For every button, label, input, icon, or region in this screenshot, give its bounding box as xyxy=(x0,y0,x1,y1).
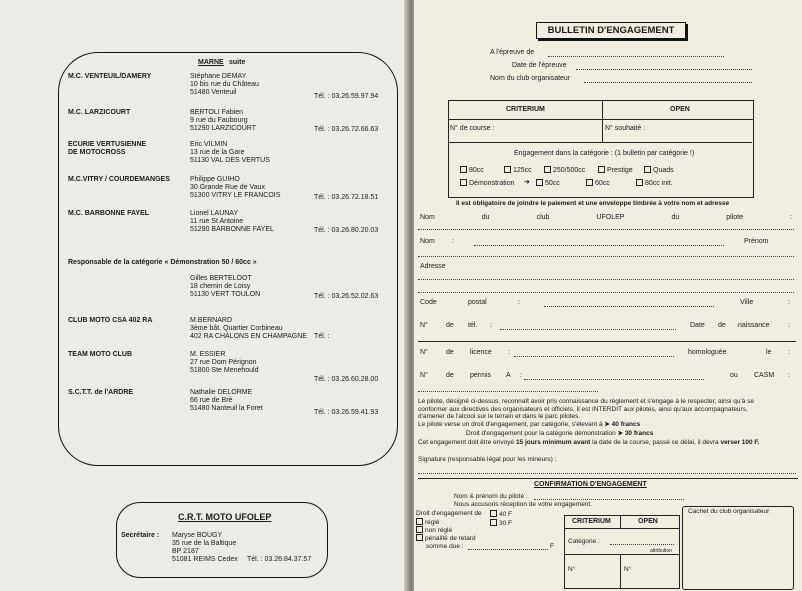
club-name: ECURIE VERTUSIENNE DE MOTOCROSS xyxy=(68,141,147,156)
club-contact: Stéphane DEMAY 10 bis rue du Château 51480 Venteuil xyxy=(190,73,259,96)
secretary-label: Secrétaire : xyxy=(121,532,160,539)
checkbox-icon xyxy=(460,166,467,173)
prenom-label: Prénom xyxy=(744,238,769,245)
checkbox-icon xyxy=(586,179,593,186)
cachet-box xyxy=(682,506,794,590)
divider xyxy=(448,142,752,143)
signature-field[interactable] xyxy=(418,473,796,474)
cat-demo[interactable]: Démonstration xyxy=(460,179,515,188)
nom-colon: : xyxy=(452,238,454,245)
club-name: M.C. LARZICOURT xyxy=(68,109,131,116)
checkbox-icon xyxy=(416,526,423,533)
demo-50[interactable]: 50cc xyxy=(536,179,560,188)
code-postal-field[interactable] xyxy=(544,306,714,307)
divider xyxy=(564,528,680,529)
club-tel: Tél. : 03.26.72.66.63 xyxy=(314,126,379,133)
legal-text: Le pilote, désigné ci-dessus, reconnaît avoir pris connaissance du règlement et s'engage à le respecter, ainsi qu'à se conformer aux directives des organisateurs et officiels. Il est INTERDIT aux pilotes, ainsi qu'aux accompagnateurs, d'amener de l'alcool sur le terrain et dans le parc pilotes. xyxy=(418,398,754,420)
signature-label: Signature (responsable légal pour les mineurs) : xyxy=(418,456,557,463)
course-no-label: N° de course : xyxy=(450,125,495,132)
checkbox-icon xyxy=(490,519,497,526)
club-name: CLUB MOTO CSA 402 RA xyxy=(68,317,153,324)
date-epreuve-field[interactable] xyxy=(576,69,752,70)
checkbox-icon xyxy=(544,166,551,173)
engagement-cat-label: Engagement dans la catégorie : (1 bulletin par catégorie !) xyxy=(514,150,695,157)
club-contact: M. ESSIER 27 rue Dom Pérignon 51800 Ste Menehould xyxy=(190,351,259,374)
arrow-icon: ➜ xyxy=(524,179,530,186)
somme-field[interactable] xyxy=(468,549,548,550)
cat-125[interactable]: 125cc xyxy=(504,166,532,175)
club-name: S.C.T.T. de l'ARDRE xyxy=(68,389,134,396)
nom-club-field[interactable] xyxy=(418,229,794,230)
field-permis: N° de permis A : ou CASM : xyxy=(420,372,790,379)
franc-unit: F xyxy=(550,543,554,550)
club-contact: BERTOLI Fabien 9 rue du Faubourg 51290 LARZICOURT xyxy=(190,109,257,132)
fee-40[interactable]: 40 F xyxy=(490,510,512,519)
adresse-field[interactable] xyxy=(418,279,794,280)
tel-field[interactable] xyxy=(500,329,676,330)
late-fee-line: Cet engagement doit être envoyé 15 jours minimum avant la date de la course, passé ce délai, il devra verser 100 F. xyxy=(418,439,760,446)
criterium-header: CRITERIUM xyxy=(506,106,545,113)
categorie-label: Catégorie : xyxy=(568,538,600,545)
cat-80[interactable]: 80cc xyxy=(460,166,484,175)
club-contact: Philippe GUIHO 30 Grande Rue de Vaux 51300 VITRY LE FRANCOIS xyxy=(190,176,281,199)
epreuve-field[interactable] xyxy=(548,56,724,57)
bulletin-title: BULLETIN D'ENGAGEMENT xyxy=(536,22,686,39)
souhaite-label: N° souhaité : xyxy=(605,125,646,132)
divider xyxy=(602,100,603,142)
somme-label: somme due : xyxy=(426,543,464,550)
field-licence: N° de licence : homologuée le : xyxy=(420,349,790,356)
legal-fee-line: Le pilote verse un droit d'engagement, par catégorie, s'élevant à ➤ 40 francs xyxy=(418,421,641,428)
checkbox-icon xyxy=(460,179,467,186)
club-contact: Eric VILMIN 13 rue de la Gare 51130 VAL DES VERTUS xyxy=(190,141,270,164)
permis-field[interactable] xyxy=(524,379,704,380)
obligatoire-note: Il est obligatoire de joindre le paiement et une enveloppe timbrée à votre nom et adresse xyxy=(456,200,730,207)
marne-heading: MARNE xyxy=(198,59,224,66)
cachet-label: Cachet du club organisateur xyxy=(688,508,770,515)
divider xyxy=(448,119,754,120)
cat-250[interactable]: 250/500cc xyxy=(544,166,585,175)
non-regle[interactable]: non réglé xyxy=(416,526,452,535)
divider xyxy=(564,554,680,555)
cat-quads[interactable]: Quads xyxy=(644,166,674,175)
checkbox-icon xyxy=(504,166,511,173)
regle[interactable]: réglé xyxy=(416,518,439,527)
prenom-field[interactable] xyxy=(418,256,794,257)
field-tel: N° de tél. : Date de naissance : xyxy=(420,322,790,329)
divider xyxy=(418,341,796,342)
club-contact: M.BERNARD 3ème bât. Quartier Corbineau 402 RA CHALONS EN CHAMPAGNE xyxy=(190,317,307,340)
conf-nom-label: Nom & prénom du pilote : xyxy=(454,493,528,500)
licence-field[interactable] xyxy=(514,356,674,357)
club-entry xyxy=(68,351,388,391)
club-tel: Tél. : 03.26.72.18.51 xyxy=(314,194,379,201)
demo-contact: Gilles BERTELOOT 18 chemin de Loisy 51130 VERT TOULON xyxy=(190,275,261,298)
permis-field-2[interactable] xyxy=(418,391,598,392)
checkbox-icon xyxy=(490,510,497,517)
conf-nom-field[interactable] xyxy=(534,499,684,500)
demo-60[interactable]: 60cc xyxy=(586,179,610,188)
club-tel: Tél. : 03.26.80.20.03 xyxy=(314,227,379,234)
categorie-field[interactable] xyxy=(610,544,674,545)
right-page xyxy=(414,0,802,591)
club-entry xyxy=(68,210,388,250)
crt-tel: Tél. : 03.26.84.37.57 xyxy=(247,556,312,563)
club-tel: Tél. : 03.26.59.41.93 xyxy=(314,409,379,416)
club-entry xyxy=(68,141,388,181)
nom-label: Nom xyxy=(420,238,435,245)
club-entry xyxy=(68,73,388,113)
club-name: M.C. BARBONNE FAYEL xyxy=(68,210,150,217)
club-entry xyxy=(68,389,388,429)
demo-fee-line: Droit d'engagement pour la catégorie démonstration ➤ 30 francs xyxy=(466,430,654,437)
open-header: OPEN xyxy=(670,106,690,113)
club-name: M.C.VITRY / COURDEMANGES xyxy=(68,176,170,183)
divider xyxy=(620,554,621,588)
marne-suffix: suite xyxy=(229,59,246,66)
no-open: N° xyxy=(624,566,632,573)
club-organisateur-label: Nom du club organisateur xyxy=(490,75,571,82)
confirmation-title: CONFIRMATION D'ENGAGEMENT xyxy=(534,481,647,488)
club-name: TEAM MOTO CLUB xyxy=(68,351,133,358)
field-nom-club: Nom du club UFOLEP du pilote : xyxy=(420,214,792,221)
club-organisateur-field[interactable] xyxy=(584,82,752,83)
crt-title: C.R.T. MOTO UFOLEP xyxy=(178,512,272,522)
club-tel: Tél. : xyxy=(314,333,330,340)
conf-recu: Nous accusons réception de votre engagement. xyxy=(454,501,593,508)
nom-field[interactable] xyxy=(474,245,724,246)
demo-responsible-label: Responsable de la catégorie « Démonstration 50 / 60cc » xyxy=(68,259,257,266)
grid-open: OPEN xyxy=(638,518,658,525)
checkbox-icon xyxy=(636,179,643,186)
checkbox-icon xyxy=(536,179,543,186)
club-contact: Lionel LAUNAY 11 rue St Antoine 51290 BARBONNE FAYEL xyxy=(190,210,274,233)
club-tel: Tél. : 03.26.60.28.00 xyxy=(314,376,379,383)
droit-label: Droit d'engagement de xyxy=(416,510,482,517)
epreuve-label: A l'épreuve de xyxy=(490,49,535,56)
adresse-label: Adresse xyxy=(420,263,446,270)
adresse-field-2[interactable] xyxy=(418,292,794,293)
checkbox-icon xyxy=(644,166,651,173)
penalite[interactable]: pénalité de retard xyxy=(416,534,476,543)
demo-80-init[interactable]: 80cc init. xyxy=(636,179,673,188)
field-code-postal: Code postal : Ville : xyxy=(420,299,790,306)
cat-prestige[interactable]: Prestige xyxy=(598,166,633,175)
club-tel: Tél. : 03.26.59.97.94 xyxy=(314,93,379,100)
club-name: M.C. VENTEUIL/DAMERY xyxy=(68,73,152,80)
checkbox-icon xyxy=(598,166,605,173)
no-criterium: N° xyxy=(568,566,576,573)
demo-tel: Tél. : 03.26.52.02.63 xyxy=(314,293,379,300)
date-epreuve-label: Date de l'épreuve xyxy=(512,62,567,69)
checkbox-icon xyxy=(416,518,423,525)
fee-30[interactable]: 30 F xyxy=(490,519,512,528)
divider xyxy=(620,515,621,528)
grid-criterium: CRITERIUM xyxy=(572,518,611,525)
club-contact: Nathalie DELORME 66 rue de Bré 51480 Nanteuil la Foret xyxy=(190,389,263,412)
checkbox-icon xyxy=(416,534,423,541)
crt-contact: Maryse BOUGY 35 rue de la Baltique BP 2187 51081 REIMS Cedex xyxy=(172,532,238,563)
attribution-label: attribution xyxy=(650,548,672,554)
